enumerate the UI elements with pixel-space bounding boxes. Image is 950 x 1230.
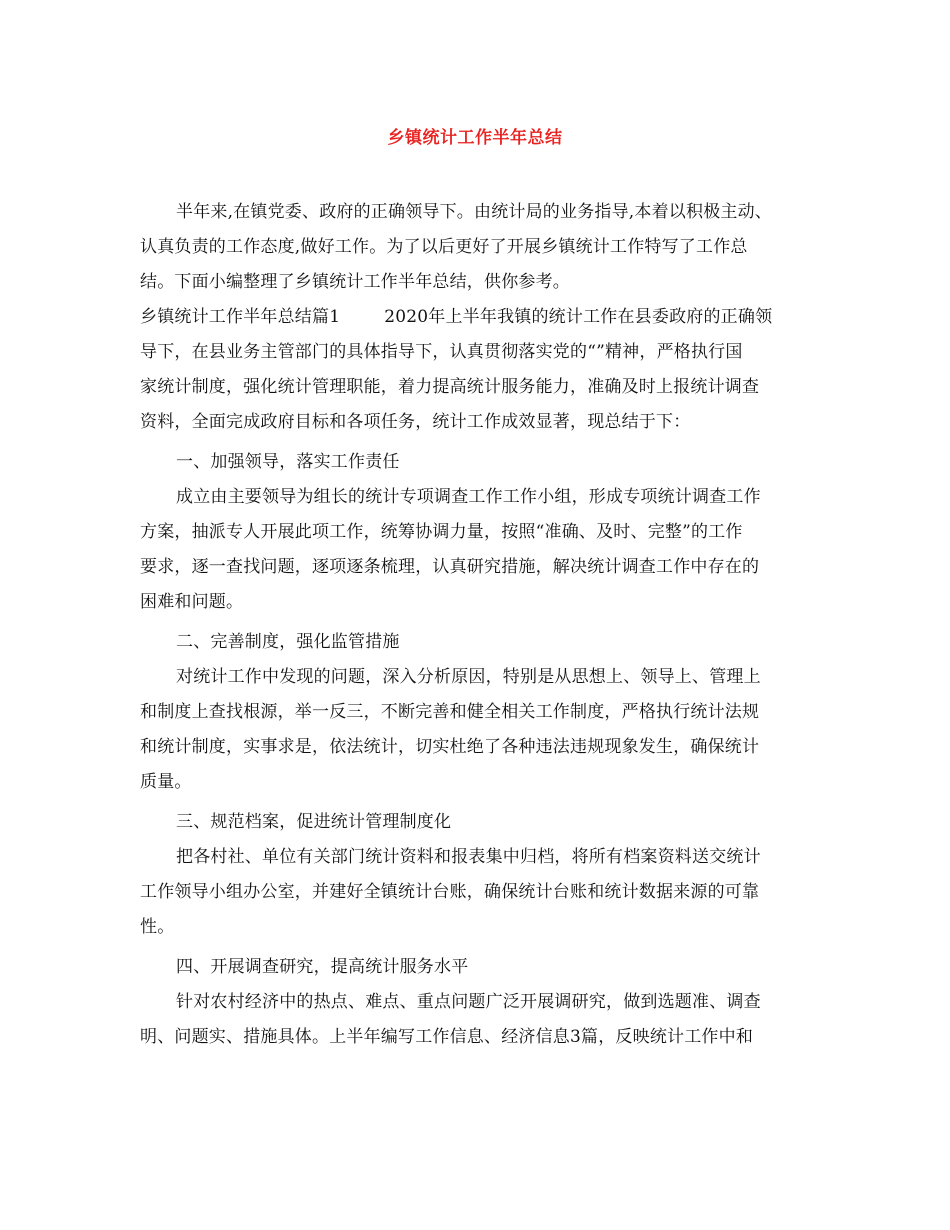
paragraph-line: 针对农村经济中的热点、难点、重点问题广泛开展调研究，做到选题准、调查 — [176, 992, 761, 1012]
paragraph-line: 困难和问题。 — [140, 592, 244, 612]
subheading: 一、加强领导，落实工作责任 — [176, 452, 400, 472]
document-title: 乡镇统计工作半年总结 — [387, 128, 563, 148]
paragraph-text: 2020年上半年我镇的统计工作在县委政府的正确领 — [384, 307, 773, 327]
section-heading-line — [140, 303, 772, 331]
paragraph-line: 导下，在县业务主管部门的具体指导下，认真贯彻落实党的“”精神，严格执行国 — [140, 342, 743, 362]
paragraph-line: 明、问题实、措施具体。上半年编写工作信息、经济信息3篇，反映统计工作中和 — [140, 1027, 754, 1047]
paragraph-line: 质量。 — [140, 772, 192, 792]
paragraph-line: 要求，逐一查找问题，逐项逐条梳理，认真研究措施，解决统计调查工作中存在的 — [140, 557, 760, 577]
paragraph-line: 性。 — [140, 917, 175, 937]
paragraph-line: 成立由主要领导为组长的统计专项调查工作工作小组，形成专项统计调查工作 — [176, 487, 761, 507]
paragraph-line: 结。下面小编整理了乡镇统计工作半年总结，供你参考。 — [140, 272, 570, 292]
paragraph-line: 把各村社、单位有关部门统计资料和报表集中归档，将所有档案资料送交统计 — [176, 847, 761, 867]
paragraph-line: 半年来,在镇党委、政府的正确领导下。由统计局的业务指导,本着以积极主动、 — [176, 202, 773, 222]
section-heading: 乡镇统计工作半年总结篇1 — [140, 307, 341, 327]
paragraph-line: 工作领导小组办公室，并建好全镇统计台账，确保统计台账和统计数据来源的可靠 — [140, 882, 760, 902]
paragraph-line: 和制度上查找根源，举一反三，不断完善和健全相关工作制度，严格执行统计法规 — [140, 702, 760, 722]
subheading: 二、完善制度，强化监管措施 — [176, 632, 400, 652]
paragraph-line: 和统计制度，实事求是，依法统计，切实杜绝了各种违法违规现象发生，确保统计 — [140, 737, 760, 757]
paragraph-line: 资料，全面完成政府目标和各项任务，统计工作成效显著，现总结于下： — [140, 412, 691, 432]
paragraph-line: 认真负责的工作态度,做好工作。为了以后更好了开展乡镇统计工作特写了工作总 — [140, 237, 748, 257]
paragraph-line: 方案，抽派专人开展此项工作，统筹协调力量，按照“准确、及时、完整”的工作 — [140, 522, 743, 542]
subheading: 三、规范档案，促进统计管理制度化 — [176, 812, 452, 832]
paragraph-line: 对统计工作中发现的问题，深入分析原因，特别是从思想上、领导上、管理上 — [176, 667, 761, 687]
subheading: 四、开展调查研究，提高统计服务水平 — [176, 957, 469, 977]
paragraph-line: 家统计制度，强化统计管理职能，着力提高统计服务能力，准确及时上报统计调查 — [140, 377, 760, 397]
